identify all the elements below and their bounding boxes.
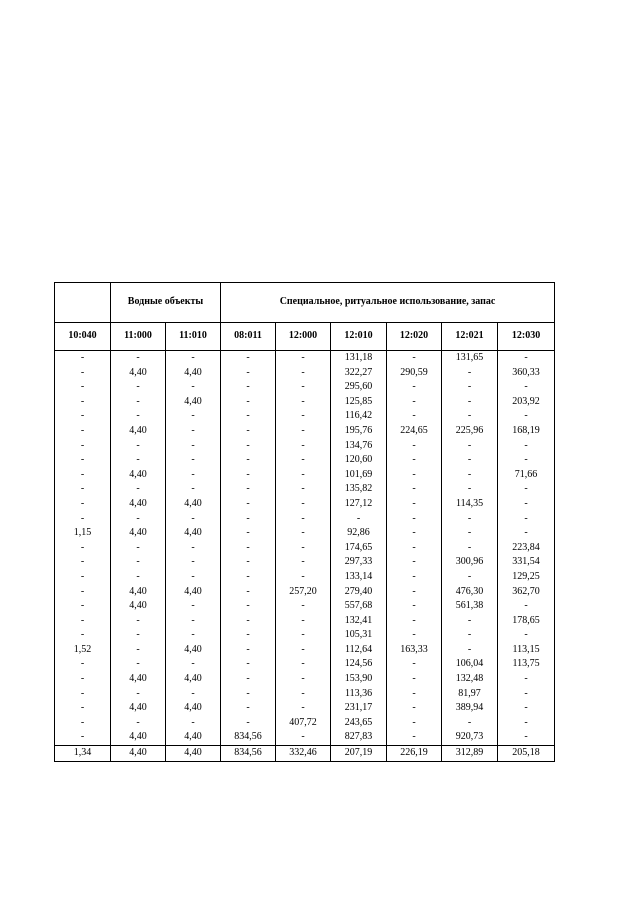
table-cell: -: [111, 482, 166, 497]
table-row: [55, 541, 555, 556]
table-cell: -: [166, 614, 221, 629]
table-cell: 257,20: [276, 585, 331, 600]
table-cell: 4,40: [166, 585, 221, 600]
table-cell: -: [55, 497, 111, 512]
table-row: [55, 424, 555, 439]
table-cell: -: [276, 628, 331, 643]
table-cell: -: [111, 409, 166, 424]
table-cell: -: [166, 599, 221, 614]
table-cell: -: [111, 541, 166, 556]
table-cell: -: [221, 599, 276, 614]
table-cell: -: [221, 526, 276, 541]
table-cell: -: [111, 643, 166, 658]
table-cell: -: [166, 541, 221, 556]
table-cell: 129,25: [498, 570, 555, 585]
table-cell: -: [55, 599, 111, 614]
table-cell: 4,40: [111, 497, 166, 512]
table-cell: -: [55, 439, 111, 454]
column-code-header: 11:000: [111, 323, 166, 351]
table-cell: -: [498, 497, 555, 512]
table-cell: -: [442, 541, 498, 556]
table-cell: -: [221, 570, 276, 585]
table-cell: 116,42: [331, 409, 387, 424]
table-cell: -: [55, 424, 111, 439]
table-cell: -: [55, 555, 111, 570]
table-cell: 168,19: [498, 424, 555, 439]
table-cell: 163,33: [387, 643, 442, 658]
table-cell: -: [55, 657, 111, 672]
column-code-header: 11:010: [166, 323, 221, 351]
table-cell: -: [276, 730, 331, 745]
table-cell: -: [276, 439, 331, 454]
table-cell: -: [166, 424, 221, 439]
table-cell: 322,27: [331, 366, 387, 381]
table-cell: -: [166, 628, 221, 643]
table-cell: -: [442, 439, 498, 454]
table-cell: -: [276, 672, 331, 687]
table-cell: 4,40: [166, 643, 221, 658]
table-cell: 114,35: [442, 497, 498, 512]
table-row: [55, 614, 555, 629]
column-code-header: 12:000: [276, 323, 331, 351]
table-cell: -: [111, 512, 166, 527]
table-cell: -: [387, 439, 442, 454]
table-cell: 4,40: [166, 497, 221, 512]
table-cell: -: [498, 599, 555, 614]
table-cell: -: [498, 512, 555, 527]
column-code-header: 08:011: [221, 323, 276, 351]
table-cell: -: [498, 351, 555, 366]
table-row: [55, 366, 555, 381]
table-cell: -: [166, 380, 221, 395]
table-cell: -: [442, 512, 498, 527]
table-cell: -: [498, 482, 555, 497]
table-cell: -: [276, 468, 331, 483]
table-cell: -: [221, 482, 276, 497]
table-cell: -: [111, 380, 166, 395]
table-cell: 295,60: [331, 380, 387, 395]
table-cell: 4,40: [111, 526, 166, 541]
table-cell: -: [387, 716, 442, 731]
table-cell: 4,40: [111, 366, 166, 381]
table-row: [55, 599, 555, 614]
table-cell: 133,14: [331, 570, 387, 585]
table-row: [55, 468, 555, 483]
table-cell: 112,64: [331, 643, 387, 658]
table-cell: 153,90: [331, 672, 387, 687]
table-cell: -: [498, 672, 555, 687]
table-cell: 4,40: [166, 366, 221, 381]
table-cell: 290,59: [387, 366, 442, 381]
table-cell: -: [498, 716, 555, 731]
total-cell: 205,18: [498, 746, 555, 762]
land-use-table: [54, 282, 555, 762]
table-cell: 476,30: [442, 585, 498, 600]
table-cell: -: [221, 512, 276, 527]
table-cell: -: [387, 701, 442, 716]
table-cell: -: [166, 482, 221, 497]
table-cell: 1,15: [55, 526, 111, 541]
table-cell: -: [442, 366, 498, 381]
table-cell: 4,40: [166, 730, 221, 745]
table-cell: 101,69: [331, 468, 387, 483]
table-cell: -: [442, 570, 498, 585]
table-cell: -: [276, 395, 331, 410]
table-row: [55, 453, 555, 468]
total-cell: 834,56: [221, 746, 276, 762]
table-cell: -: [276, 366, 331, 381]
total-cell: 312,89: [442, 746, 498, 762]
table-cell: -: [221, 380, 276, 395]
table-row: [55, 380, 555, 395]
table-cell: -: [55, 672, 111, 687]
table-cell: -: [276, 512, 331, 527]
table-cell: -: [276, 453, 331, 468]
table-cell: 4,40: [111, 672, 166, 687]
table-cell: -: [387, 570, 442, 585]
table-cell: -: [111, 614, 166, 629]
table-cell: 225,96: [442, 424, 498, 439]
table-cell: -: [111, 453, 166, 468]
table-cell: -: [221, 643, 276, 658]
table-cell: 920,73: [442, 730, 498, 745]
table-cell: -: [387, 687, 442, 702]
table-cell: 134,76: [331, 439, 387, 454]
table-cell: -: [498, 687, 555, 702]
group-header-empty: [55, 283, 111, 323]
table-cell: -: [221, 716, 276, 731]
table-cell: -: [442, 614, 498, 629]
table-cell: 407,72: [276, 716, 331, 731]
table-cell: 223,84: [498, 541, 555, 556]
table-cell: -: [387, 555, 442, 570]
table-cell: -: [55, 570, 111, 585]
table-row: [55, 628, 555, 643]
table-cell: -: [221, 439, 276, 454]
table-cell: -: [221, 497, 276, 512]
table-cell: -: [111, 687, 166, 702]
table-cell: 243,65: [331, 716, 387, 731]
table-cell: -: [221, 453, 276, 468]
column-code-header: 12:020: [387, 323, 442, 351]
table-cell: -: [387, 468, 442, 483]
table-cell: 124,56: [331, 657, 387, 672]
table-row: [55, 687, 555, 702]
group-header-special-use: Специальное, ритуальное использование, запас: [221, 283, 555, 323]
table-cell: 135,82: [331, 482, 387, 497]
table-cell: -: [166, 716, 221, 731]
table-cell: -: [442, 716, 498, 731]
table-cell: -: [387, 614, 442, 629]
table-cell: -: [221, 351, 276, 366]
table-cell: -: [221, 614, 276, 629]
table-row: [55, 439, 555, 454]
table-cell: -: [55, 628, 111, 643]
table-cell: 125,85: [331, 395, 387, 410]
table-row: [55, 585, 555, 600]
table-cell: -: [166, 453, 221, 468]
table-cell: -: [55, 366, 111, 381]
table-cell: -: [55, 395, 111, 410]
table-cell: 4,40: [111, 730, 166, 745]
table-cell: -: [55, 701, 111, 716]
total-cell: 226,19: [387, 746, 442, 762]
table-cell: -: [442, 395, 498, 410]
table-cell: 203,92: [498, 395, 555, 410]
table-row: [55, 657, 555, 672]
table-cell: -: [111, 555, 166, 570]
table-cell: -: [442, 468, 498, 483]
table-cell: 113,75: [498, 657, 555, 672]
table-cell: -: [387, 526, 442, 541]
table-cell: 81,97: [442, 687, 498, 702]
table-cell: -: [442, 526, 498, 541]
table-cell: -: [498, 701, 555, 716]
table-cell: -: [498, 409, 555, 424]
table-cell: -: [387, 672, 442, 687]
table-cell: -: [221, 424, 276, 439]
table-cell: 195,76: [331, 424, 387, 439]
table-cell: 360,33: [498, 366, 555, 381]
table-cell: -: [166, 351, 221, 366]
table-cell: 131,65: [442, 351, 498, 366]
table-cell: -: [276, 643, 331, 658]
table-cell: -: [498, 628, 555, 643]
table-cell: -: [331, 512, 387, 527]
table-cell: -: [498, 439, 555, 454]
table-cell: -: [276, 614, 331, 629]
table-cell: -: [55, 380, 111, 395]
column-code-header: 12:030: [498, 323, 555, 351]
table-cell: -: [55, 585, 111, 600]
column-code-header: 12:010: [331, 323, 387, 351]
table-cell: -: [221, 585, 276, 600]
table-cell: 127,12: [331, 497, 387, 512]
table-cell: -: [498, 730, 555, 745]
table-cell: -: [221, 701, 276, 716]
table-row: [55, 482, 555, 497]
table-cell: 827,83: [331, 730, 387, 745]
table-cell: -: [55, 351, 111, 366]
table-cell: 231,17: [331, 701, 387, 716]
table-cell: 300,96: [442, 555, 498, 570]
table-cell: -: [111, 395, 166, 410]
table-cell: -: [221, 657, 276, 672]
group-header-row: [55, 283, 555, 323]
table-cell: 4,40: [166, 526, 221, 541]
table-cell: -: [276, 424, 331, 439]
table-cell: 297,33: [331, 555, 387, 570]
table-cell: -: [111, 439, 166, 454]
table-cell: -: [55, 409, 111, 424]
total-cell: 207,19: [331, 746, 387, 762]
table-cell: -: [276, 687, 331, 702]
table-cell: -: [387, 512, 442, 527]
table-cell: -: [221, 687, 276, 702]
table-cell: -: [387, 585, 442, 600]
column-code-header: 12:021: [442, 323, 498, 351]
table-cell: 389,94: [442, 701, 498, 716]
table-row: [55, 526, 555, 541]
table-cell: -: [276, 570, 331, 585]
table-row: [55, 351, 555, 366]
group-header-water-objects: Водные объекты: [111, 283, 221, 323]
total-cell: 4,40: [166, 746, 221, 762]
table-cell: -: [55, 453, 111, 468]
table-cell: -: [166, 555, 221, 570]
table-cell: -: [387, 541, 442, 556]
total-row: [55, 746, 555, 762]
table-cell: -: [221, 366, 276, 381]
table-row: [55, 672, 555, 687]
table-cell: 4,40: [111, 585, 166, 600]
table-cell: -: [387, 497, 442, 512]
table-cell: -: [55, 716, 111, 731]
table-cell: 1,52: [55, 643, 111, 658]
table-cell: -: [55, 614, 111, 629]
table-cell: 362,70: [498, 585, 555, 600]
table-cell: -: [276, 409, 331, 424]
table-cell: -: [55, 512, 111, 527]
table-cell: 4,40: [111, 468, 166, 483]
table-cell: -: [276, 497, 331, 512]
table-cell: -: [276, 555, 331, 570]
table-cell: -: [166, 657, 221, 672]
table-cell: -: [442, 643, 498, 658]
table-cell: -: [111, 570, 166, 585]
table-cell: 92,86: [331, 526, 387, 541]
table-row: [55, 701, 555, 716]
table-row: [55, 570, 555, 585]
table-cell: -: [221, 468, 276, 483]
table-cell: -: [55, 730, 111, 745]
table-cell: 557,68: [331, 599, 387, 614]
table-cell: 4,40: [166, 395, 221, 410]
table-cell: -: [387, 453, 442, 468]
table-cell: -: [387, 409, 442, 424]
table-cell: -: [111, 657, 166, 672]
table-cell: 4,40: [111, 701, 166, 716]
table-row: [55, 512, 555, 527]
table-cell: -: [111, 716, 166, 731]
table-cell: -: [221, 555, 276, 570]
table-row: [55, 497, 555, 512]
table-cell: 113,36: [331, 687, 387, 702]
table-cell: -: [55, 687, 111, 702]
table-cell: -: [276, 599, 331, 614]
table-cell: -: [166, 409, 221, 424]
table-cell: -: [55, 541, 111, 556]
total-cell: 1,34: [55, 746, 111, 762]
total-cell: 332,46: [276, 746, 331, 762]
table-cell: -: [276, 351, 331, 366]
table-cell: 224,65: [387, 424, 442, 439]
table-cell: 4,40: [166, 672, 221, 687]
table-cell: -: [166, 570, 221, 585]
table-cell: -: [442, 380, 498, 395]
total-cell: 4,40: [111, 746, 166, 762]
table-row: [55, 730, 555, 745]
table-cell: -: [276, 541, 331, 556]
table-cell: -: [387, 730, 442, 745]
table-cell: -: [498, 380, 555, 395]
table-row: [55, 395, 555, 410]
table-cell: -: [498, 453, 555, 468]
table-cell: 132,41: [331, 614, 387, 629]
table-cell: 131,18: [331, 351, 387, 366]
table-cell: 4,40: [111, 424, 166, 439]
table-cell: -: [55, 482, 111, 497]
table-cell: -: [221, 672, 276, 687]
table-cell: -: [221, 409, 276, 424]
table-cell: -: [166, 439, 221, 454]
table-cell: 561,38: [442, 599, 498, 614]
table-cell: -: [276, 526, 331, 541]
table-cell: -: [387, 351, 442, 366]
table-cell: -: [111, 628, 166, 643]
table-cell: -: [387, 628, 442, 643]
table-cell: 331,54: [498, 555, 555, 570]
table-cell: 178,65: [498, 614, 555, 629]
table-cell: -: [387, 380, 442, 395]
table-cell: -: [111, 351, 166, 366]
table-row: [55, 555, 555, 570]
table-cell: -: [387, 599, 442, 614]
table-cell: -: [221, 628, 276, 643]
table-cell: -: [498, 526, 555, 541]
table-cell: 4,40: [111, 599, 166, 614]
table-cell: -: [166, 512, 221, 527]
table-cell: 113,15: [498, 643, 555, 658]
table-cell: -: [442, 628, 498, 643]
table-cell: -: [387, 482, 442, 497]
table-cell: 174,65: [331, 541, 387, 556]
table-cell: -: [166, 468, 221, 483]
table-cell: 279,40: [331, 585, 387, 600]
table-cell: -: [387, 657, 442, 672]
table-row: [55, 643, 555, 658]
column-code-header: 10:040: [55, 323, 111, 351]
table-cell: -: [276, 701, 331, 716]
table-cell: 106,04: [442, 657, 498, 672]
table-cell: -: [166, 687, 221, 702]
table-row: [55, 409, 555, 424]
table-cell: -: [442, 409, 498, 424]
table-row: [55, 716, 555, 731]
table-body: [55, 351, 555, 762]
table-cell: 120,60: [331, 453, 387, 468]
table-cell: 4,40: [166, 701, 221, 716]
table-cell: 834,56: [221, 730, 276, 745]
table-cell: -: [387, 395, 442, 410]
table-cell: -: [442, 453, 498, 468]
column-code-row: [55, 323, 555, 351]
table-cell: 105,31: [331, 628, 387, 643]
table-cell: -: [55, 468, 111, 483]
table-cell: 132,48: [442, 672, 498, 687]
table-cell: -: [221, 395, 276, 410]
table-cell: -: [276, 380, 331, 395]
table-cell: -: [276, 657, 331, 672]
table-cell: 71,66: [498, 468, 555, 483]
table-cell: -: [442, 482, 498, 497]
table-cell: -: [221, 541, 276, 556]
table-cell: -: [276, 482, 331, 497]
